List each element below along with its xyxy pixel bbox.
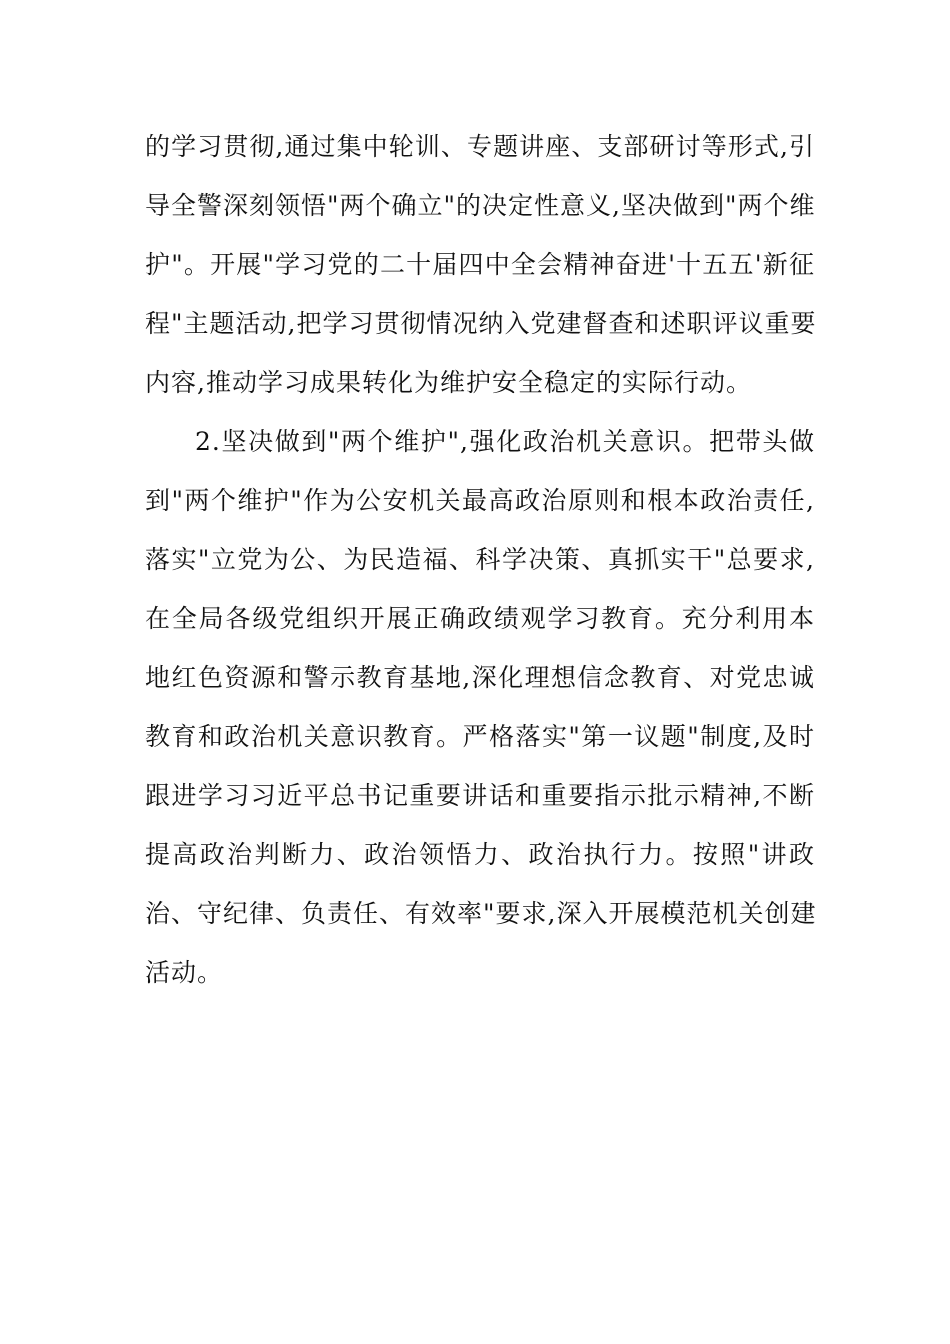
paragraph-line: 程"主题活动,把学习贯彻情况纳入党建督查和述职评议重要	[145, 309, 817, 338]
paragraph-line: 落实"立党为公、为民造福、科学决策、真抓实干"总要求,	[145, 545, 815, 574]
paragraph-line: 内容,推动学习成果转化为维护安全稳定的实际行动。	[145, 368, 752, 397]
paragraph-line: 教育和政治机关意识教育。严格落实"第一议题"制度,及时	[145, 722, 815, 751]
paragraph-line: 活动。	[145, 958, 224, 987]
paragraph-2	[145, 412, 815, 1002]
paragraph-line: 2.坚决做到"两个维护",强化政治机关意识。把带头做	[195, 427, 815, 456]
document-body	[145, 117, 815, 1002]
paragraph-line: 在全局各级党组织开展正确政绩观学习教育。充分利用本	[145, 604, 815, 633]
paragraph-line: 护"。开展"学习党的二十届四中全会精神奋进'十五五'新征	[145, 250, 815, 279]
paragraph-line: 导全警深刻领悟"两个确立"的决定性意义,坚决做到"两个维	[145, 191, 816, 220]
paragraph-line: 治、守纪律、负责任、有效率"要求,深入开展模范机关创建	[145, 899, 817, 928]
paragraph-1	[145, 117, 815, 412]
paragraph-line: 提高政治判断力、政治领悟力、政治执行力。按照"讲政	[145, 840, 815, 869]
paragraph-line: 到"两个维护"作为公安机关最高政治原则和根本政治责任,	[145, 486, 815, 515]
paragraph-line: 的学习贯彻,通过集中轮训、专题讲座、支部研讨等形式,引	[145, 132, 815, 161]
paragraph-line: 跟进学习习近平总书记重要讲话和重要指示批示精神,不断	[145, 781, 815, 810]
paragraph-line: 地红色资源和警示教育基地,深化理想信念教育、对党忠诚	[145, 663, 815, 692]
